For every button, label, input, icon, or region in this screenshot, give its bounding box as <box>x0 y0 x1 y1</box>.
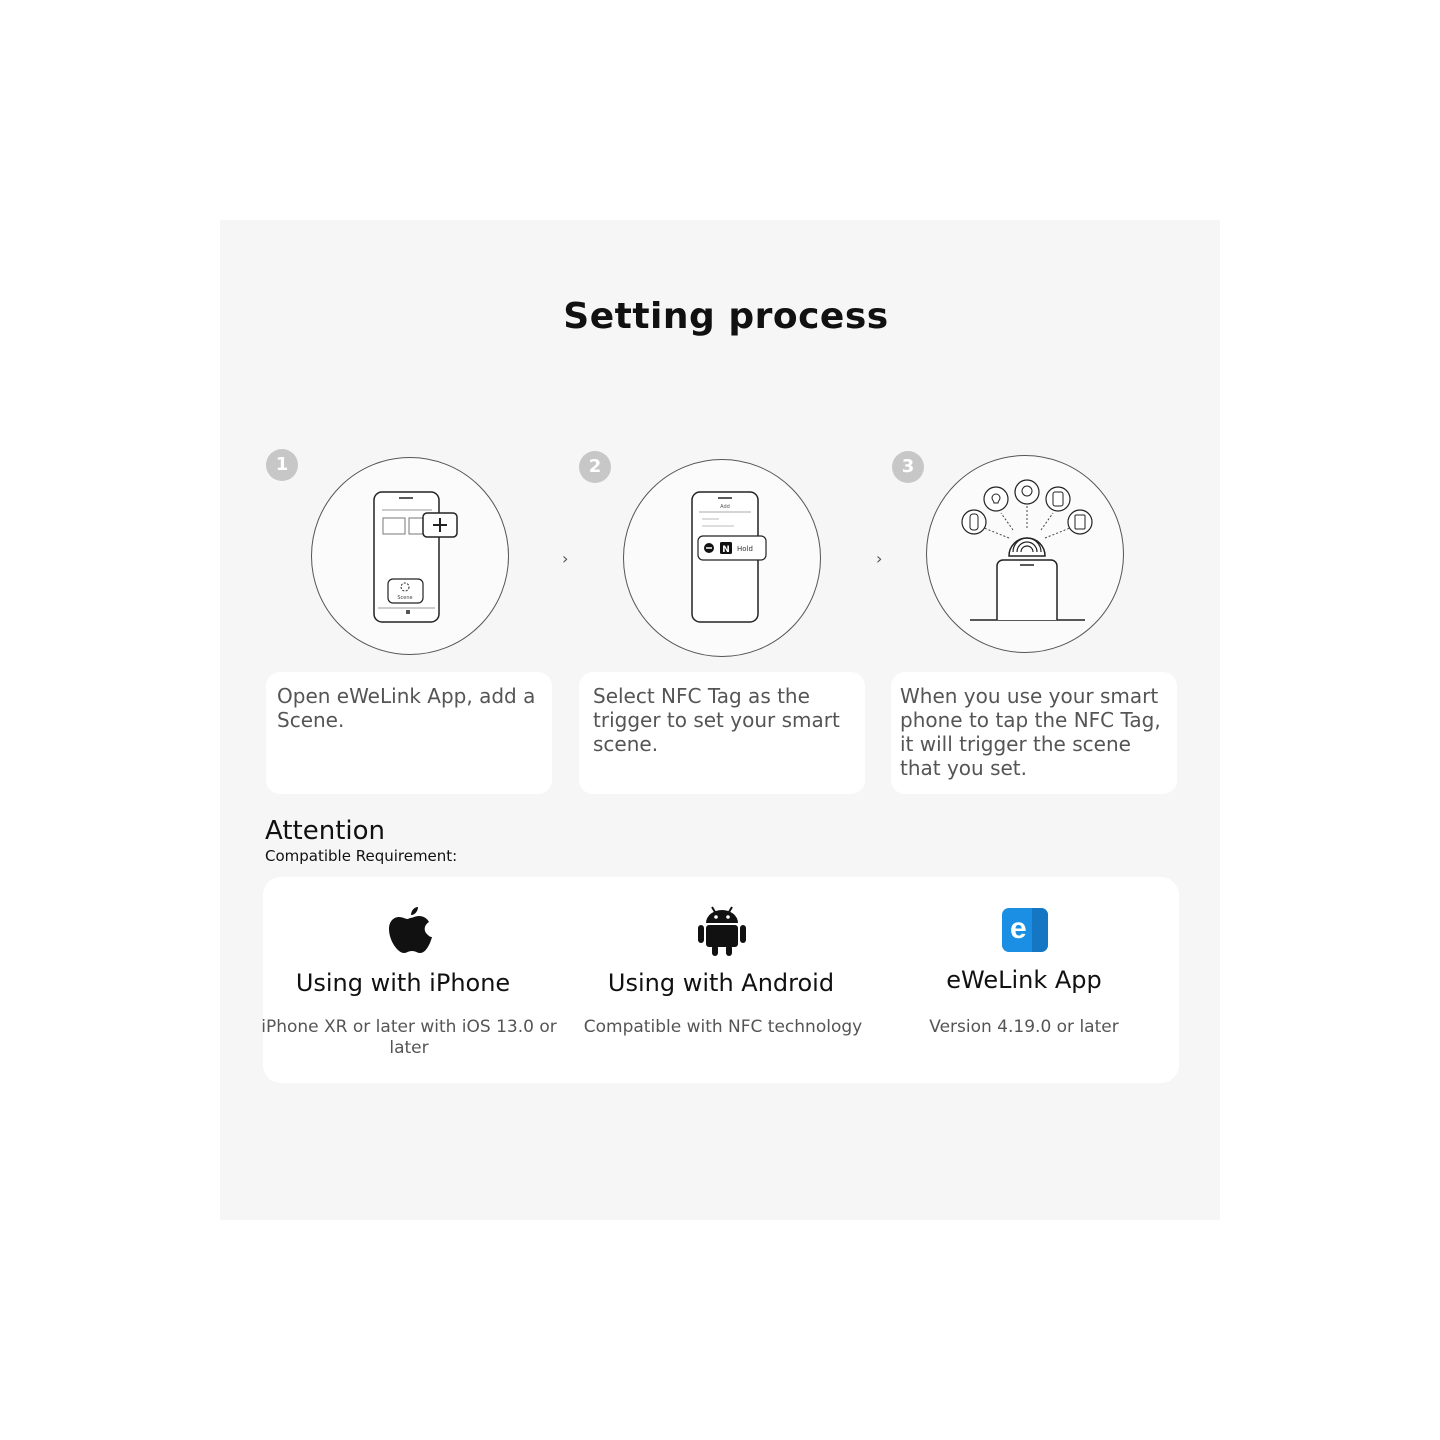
phone-nfc-select-icon <box>624 460 820 656</box>
step-1-number: 1 <box>266 449 298 481</box>
attention-title: Attention <box>265 816 385 846</box>
step-3-number: 3 <box>892 451 924 483</box>
step-2-illustration <box>623 459 821 657</box>
step-2-text: Select NFC Tag as the trigger to set your smart scene. <box>593 684 840 756</box>
requirement-iphone <box>263 877 563 1083</box>
requirement-ewelink-desc: Version 4.19.0 or later <box>929 1017 1119 1037</box>
svg-text:N: N <box>722 545 730 555</box>
step-3-card <box>891 672 1177 794</box>
requirement-ewelink-heading: eWeLink App <box>946 966 1102 994</box>
step-1-card <box>266 672 552 794</box>
step-1-illustration <box>311 457 509 655</box>
android-icon <box>697 905 747 957</box>
attention-subtitle: Compatible Requirement: <box>265 847 458 865</box>
hold-label: Hold <box>737 545 753 553</box>
requirement-iphone-heading: Using with iPhone <box>295 969 511 997</box>
requirement-android <box>571 877 871 1083</box>
requirement-iphone-desc: iPhone XR or later with iOS 13.0 or later <box>261 1017 557 1058</box>
phone-add-scene-icon <box>312 458 508 654</box>
apple-icon <box>387 905 433 955</box>
ewelink-icon-letter: e <box>1010 912 1027 945</box>
requirement-android-heading: Using with Android <box>607 969 835 997</box>
step-3-illustration <box>926 455 1124 653</box>
requirement-ewelink <box>874 877 1174 1083</box>
compatibility-card <box>263 877 1179 1083</box>
nfc-tap-devices-icon <box>927 456 1123 652</box>
step-1-text: Open eWeLink App, add a Scene. <box>277 684 536 732</box>
step-arrow-2: › <box>876 549 883 568</box>
add-label: Add <box>720 504 730 510</box>
step-2-number: 2 <box>579 451 611 483</box>
ewelink-icon-shade <box>1032 908 1048 952</box>
step-3-text: When you use your smart phone to tap the NFC Tag, it will trigger the scene that you set. <box>900 684 1161 780</box>
step-arrow-1: › <box>562 549 569 568</box>
page-title: Setting process <box>563 296 889 337</box>
scene-label: Scene <box>397 595 413 601</box>
step-2-card <box>579 672 865 794</box>
requirement-android-desc: Compatible with NFC technology <box>583 1017 863 1037</box>
ewelink-app-icon <box>1002 908 1048 952</box>
